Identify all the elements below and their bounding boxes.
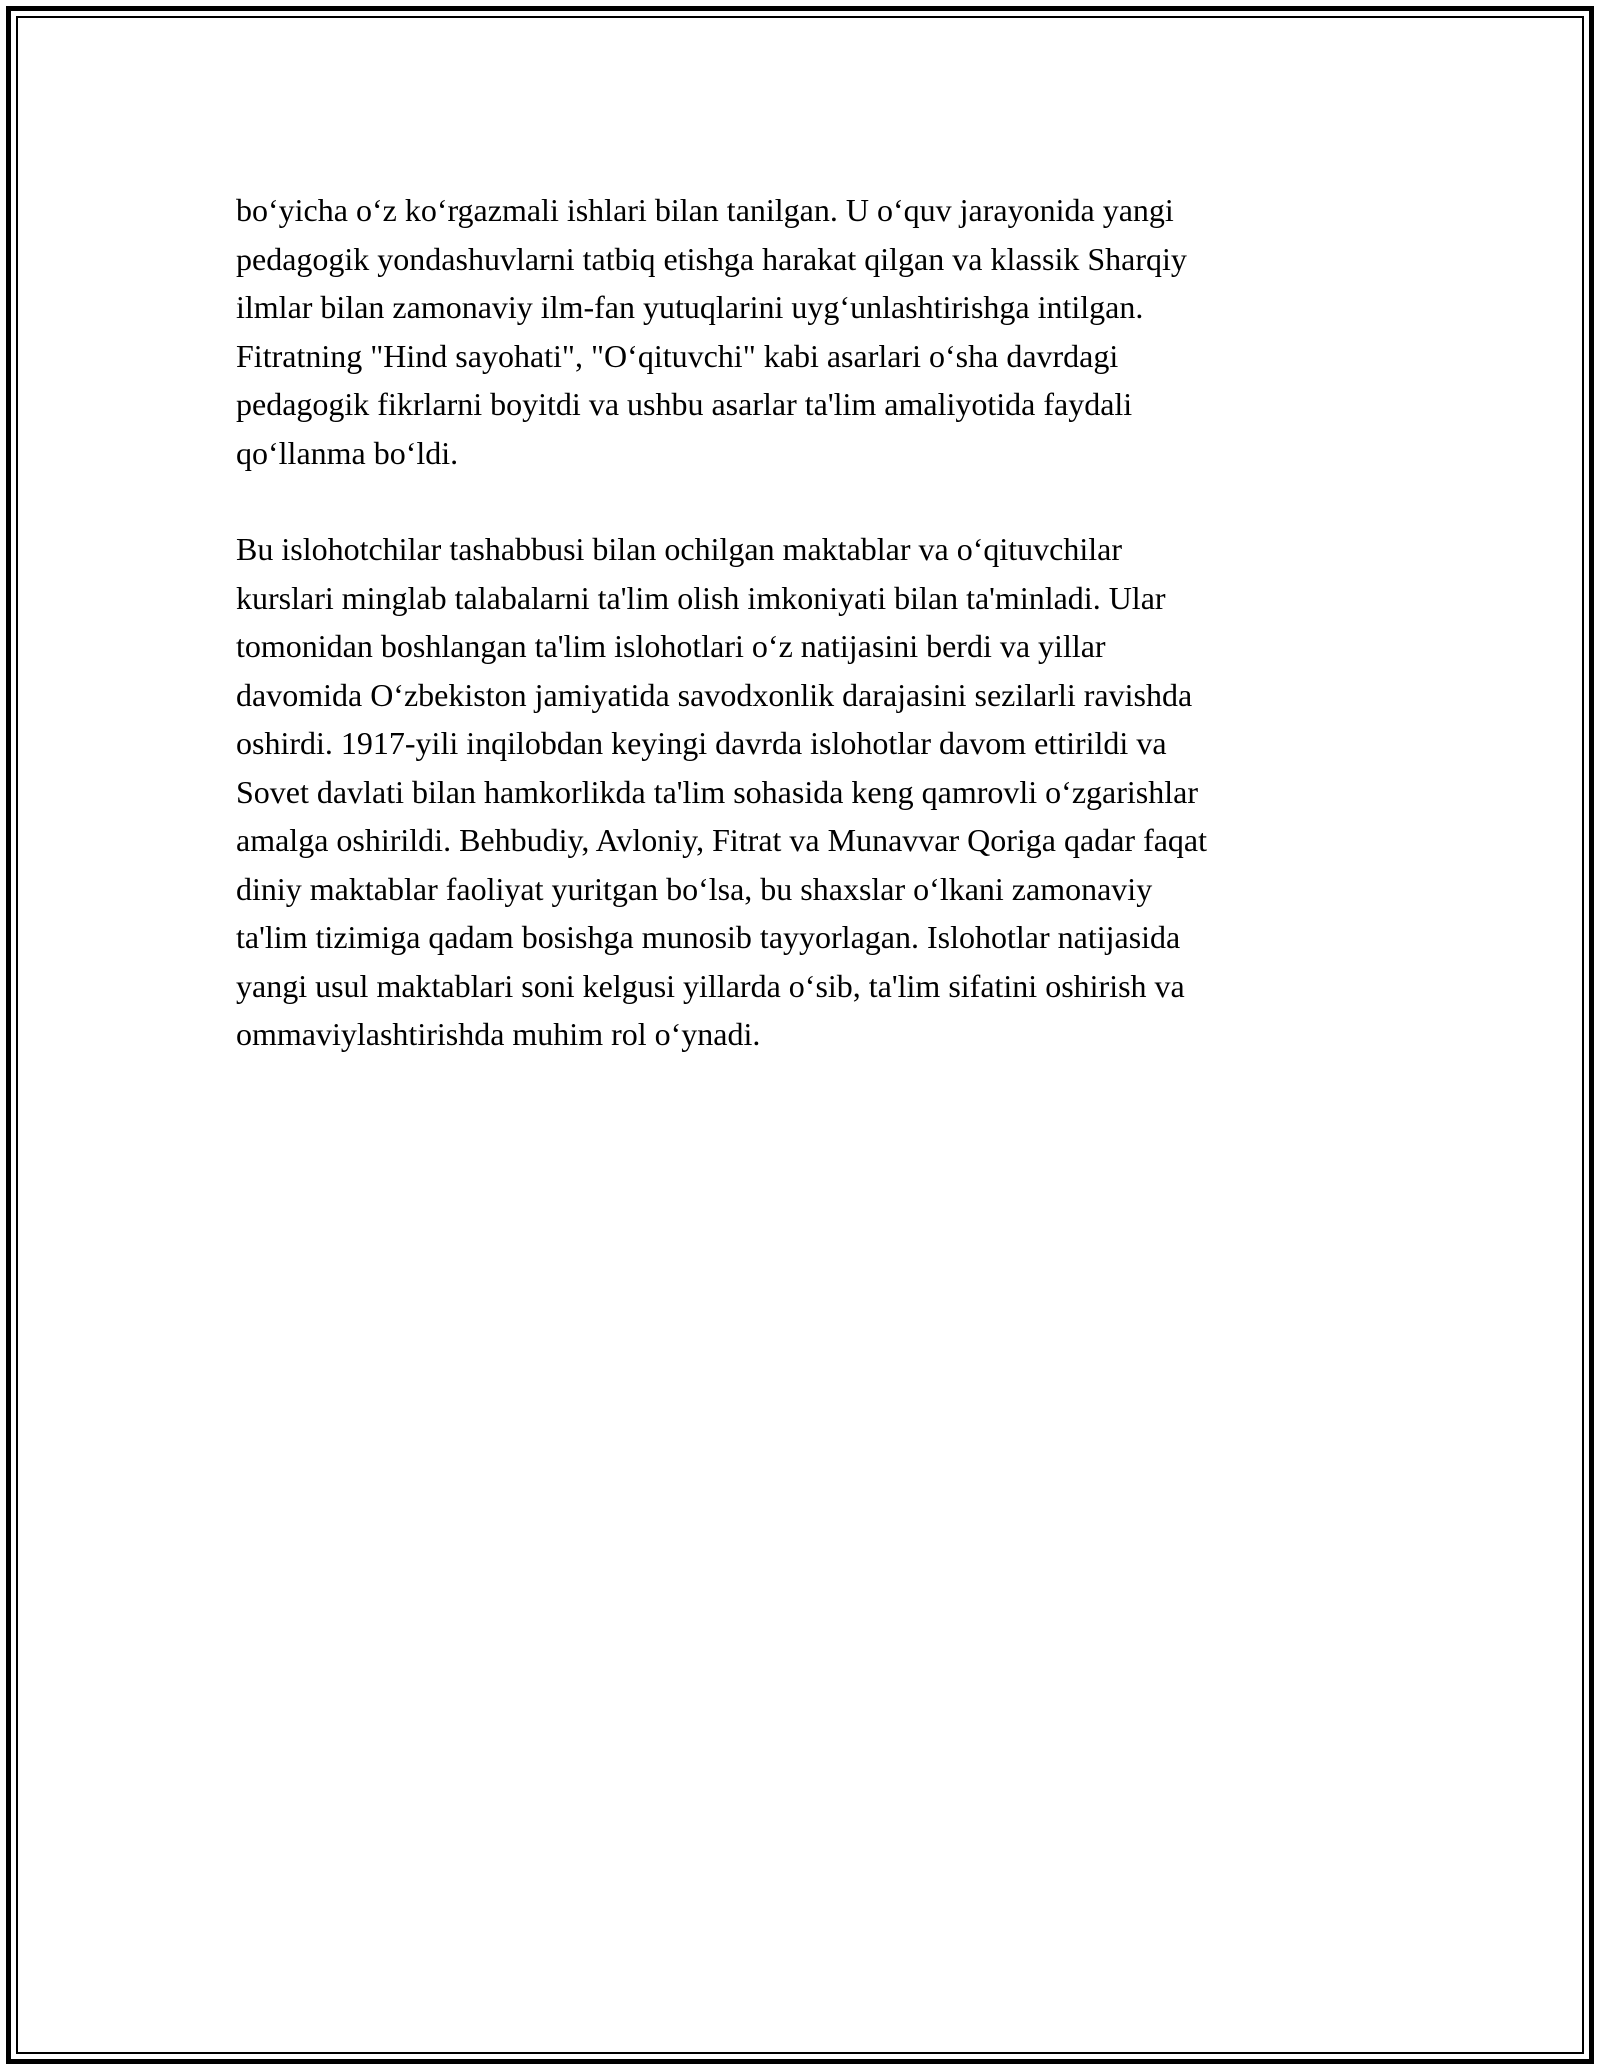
text-line: pedagogik yondashuvlarni tatbiq etishga harakat qilgan va klassik Sharqiy — [236, 240, 1187, 277]
text-line: Sovet davlati bilan hamkorlikda ta'lim sohasida keng qamrovli o‘zgarishlar — [236, 773, 1198, 810]
text-line: pedagogik fikrlarni boyitdi va ushbu asarlar ta'lim amaliyotida faydali — [236, 386, 1133, 422]
text-line: Fitratning "Hind sayohati", "O‘qituvchi" kabi asarlari o‘sha davrdagi — [236, 337, 1119, 374]
text-line: yangi usul maktablari soni kelgusi yillarda o‘sib, ta'lim sifatini oshirish va — [236, 967, 1185, 1004]
paragraph-2 — [236, 525, 1364, 1059]
text-line: ta'lim tizimiga qadam bosishga munosib tayyorlagan. Islohotlar natijasida — [236, 919, 1181, 955]
text-line: ommaviylashtirishda muhim rol o‘ynadi. — [236, 1016, 761, 1052]
text-line: kurslari minglab talabalarni ta'lim olish imkoniyati bilan ta'minladi. Ular — [236, 579, 1166, 616]
document-body — [236, 186, 1364, 1059]
text-line: diniy maktablar faoliyat yuritgan bo‘lsa, bu shaxslar o‘lkani zamonaviy — [236, 870, 1153, 907]
text-line: ilmlar bilan zamonaviy ilm-fan yutuqlarini uyg‘unlashtirishga intilgan. — [236, 289, 1144, 325]
text-line: Bu islohotchilar tashabbusi bilan ochilgan maktablar va o‘qituvchilar — [236, 531, 1122, 567]
text-line: amalga oshirildi. Behbudiy, Avloniy, Fitrat va Munavvar Qoriga qadar faqat — [236, 822, 1208, 858]
paragraph-1 — [236, 186, 1364, 477]
text-line: oshirdi. 1917-yili inqilobdan keyingi davrda islohotlar davom ettirildi va — [236, 725, 1167, 761]
text-line: tomonidan boshlangan ta'lim islohotlari o‘z natijasini berdi va yillar — [236, 628, 1106, 664]
text-line: bo‘yicha o‘z ko‘rgazmali ishlari bilan tanilgan. U o‘quv jarayonida yangi — [236, 192, 1174, 228]
text-line: qo‘llanma bo‘ldi. — [236, 434, 459, 471]
text-line: davomida O‘zbekiston jamiyatida savodxonlik darajasini sezilarli ravishda — [236, 676, 1193, 713]
